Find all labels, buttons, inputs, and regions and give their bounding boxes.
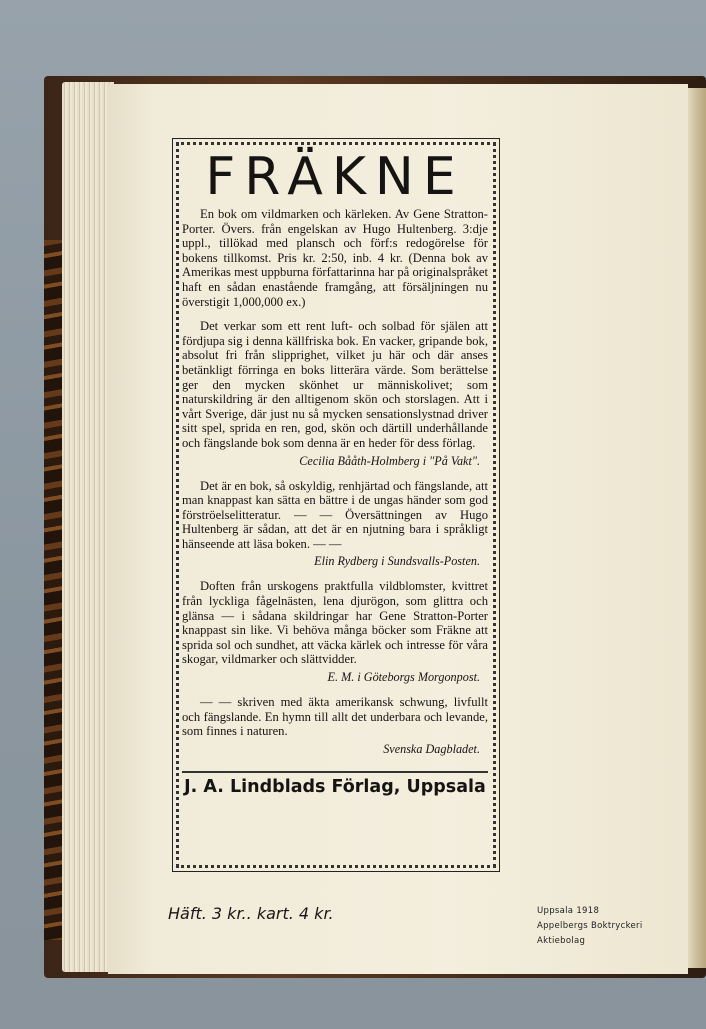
book-description: En bok om vildmarken och kärleken. Av Gene Stratton-Porter. Övers. från engelskan av Hugo Hultenberg. 3:dje uppl., tillökad med plansch och förf:s redogörelse för bokens tillkomst. Pris kr. 2:50, inb. 4 kr. (Denna bok av Amerikas mest uppburna författarinna har på originalspråket haft en sådan enastående framgång, att försäljningen nu överstigit 1,000,000 ex.) [182, 207, 488, 309]
publisher-name: J. A. Lindblads Förlag, Uppsala [182, 771, 488, 797]
page-edges [62, 82, 114, 972]
review-source: E. M. i Göteborgs Morgonpost. [327, 670, 480, 685]
price-line: Häft. 3 kr.. kart. 4 kr. [168, 904, 334, 923]
review-text: Doften från urskogens praktfulla vildblomster, kvittret från lyckliga fågelnästen, lena djurögon, som glittra och glänsa — i sådana skildringar har Gene Stratton-Porter knappast sin like. Vi behöva många böcker som Fräkne att sprida sol och sundhet, att väcka kärlek och intresse för våra skogar, vildmarker och slättvidder. [182, 579, 488, 667]
printer-line: Uppsala 1918 [537, 906, 600, 916]
printer-line: Appelbergs Boktryckeri [537, 921, 643, 931]
cover-marbling [44, 240, 64, 940]
review-source: Svenska Dagbladet. [383, 741, 480, 756]
printer-line: Aktiebolag [537, 936, 586, 946]
right-page-edge [688, 88, 706, 968]
book-title: FRÄKNE [205, 147, 465, 207]
advertisement-box [172, 138, 500, 872]
review-text: Det är en bok, så oskyldig, renhjärtad och fängslande, att man knappast kan sätta en bättre i de ungas händer som god förströelselitteratur. — — Översättningen av Hugo Hultenberg är sådan, att det är en njutning bara i språkligt hänseende att läsa boken. — — [182, 478, 488, 551]
review-source: Cecilia Bååth-Holmberg i "På Vakt". [299, 453, 480, 468]
advertisement-content [182, 147, 488, 797]
review-source: Elin Rydberg i Sundsvalls-Posten. [314, 554, 480, 569]
review-text: Det verkar som ett rent luft- och solbad för själen att fördjupa sig i denna källfriska bok. En vacker, gripande bok, absolut fri från slipprighet, vilket ju här och där anses betänkligt förringa en boks litterära värde. Som berättelse ger den mycken skönhet ur människolivet; som naturskildring är den alltigenom skön och storslagen. Att i vårt Sverige, där just nu så mycken sensationslystnad driver sitt spel, sprida en ren, god, skön och därtill underhållande och fängslande bok som denna är en heder för dess förlag. [182, 319, 488, 450]
review-text: — — skriven med äkta amerikansk schwung, livfullt och fängslande. En hymn till allt det underbara och levande, som finnes i naturen. [182, 695, 488, 739]
printer-imprint [537, 904, 642, 949]
